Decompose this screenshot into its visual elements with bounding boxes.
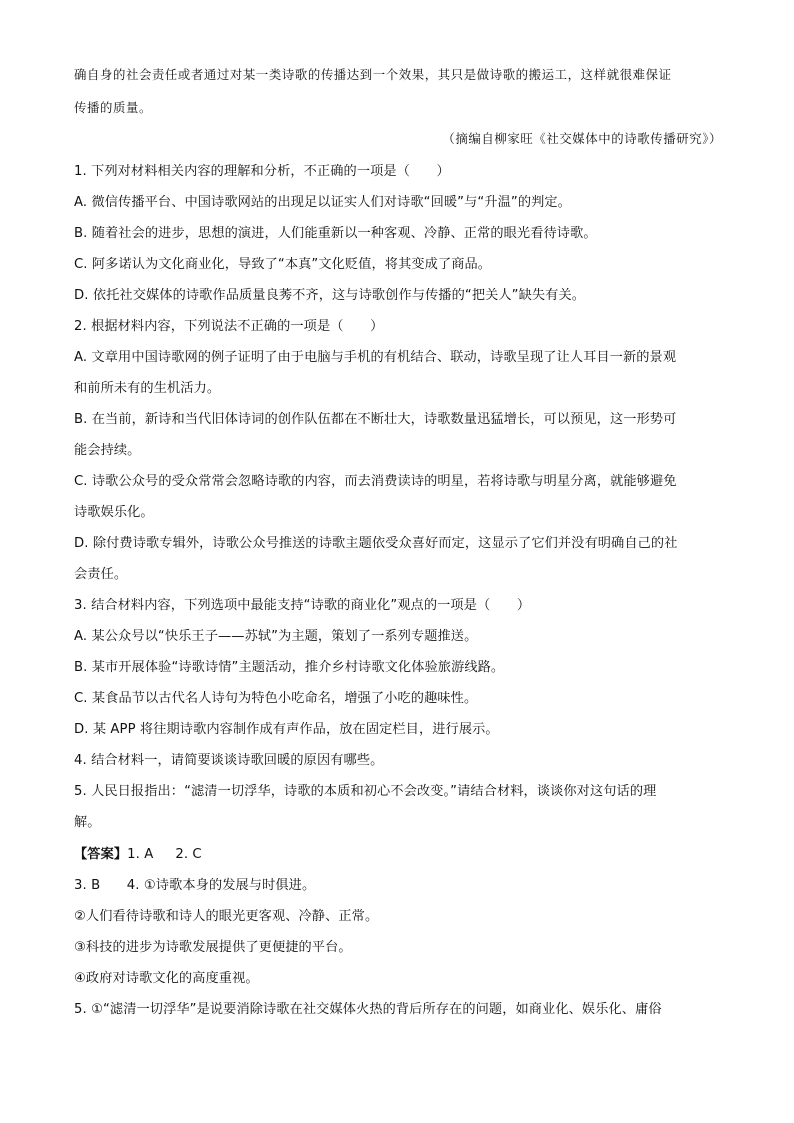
q1-option-d: D. 依托社交媒体的诗歌作品质量良莠不齐，这与诗歌创作与传播的“把关人”缺失有关。: [74, 288, 586, 303]
q2-option-d-2: 会责任。: [74, 567, 128, 582]
q1-stem: 1. 下列对材料相关内容的理解和分析，不正确的一项是（ ）: [74, 164, 450, 179]
q2-option-c-2: 诗歌娱乐化。: [74, 505, 154, 520]
q4-stem: 4. 结合材料一，请简要谈谈诗歌回暖的原因有哪些。: [74, 753, 384, 768]
q3-option-a: A. 某公众号以“快乐王子——苏轼”为主题，策划了一系列专题推送。: [74, 629, 478, 644]
source-citation: （摘编自柳家旺《社交媒体中的诗歌传播研究》）: [442, 131, 722, 146]
q3-option-b: B. 某市开展体验“诗歌诗情”主题活动，推介乡村诗歌文化体验旅游线路。: [74, 660, 505, 675]
answer-line-4-4: ④政府对诗歌文化的高度重视。: [74, 971, 259, 986]
answer-line-5-1: 5. ①“滤清一切浮华”是说要消除诗歌在社交媒体火热的背后所存在的问题，如商业化、娱乐化、庸俗: [74, 1002, 662, 1017]
q2-option-c-1: C. 诗歌公众号的受众常常会忽略诗歌的内容，而去消费读诗的明星，若将诗歌与明星分离，就能够避免: [74, 474, 677, 489]
q2-option-a-2: 和前所未有的生机活力。: [74, 381, 221, 396]
q3-stem: 3. 结合材料内容，下列选项中最能支持“诗歌的商业化”观点的一项是（ ）: [74, 598, 531, 613]
q3-option-c: C. 某食品节以古代名人诗句为特色小吃命名，增强了小吃的趣味性。: [74, 691, 478, 706]
q1-option-b: B. 随着社会的进步，思想的演进，人们能重新以一种客观、冷静、正常的眼光看待诗歌。: [74, 226, 597, 241]
answer-2: 2. C: [175, 847, 202, 862]
q2-option-d-1: D. 除付费诗歌专辑外，诗歌公众号推送的诗歌主题依受众喜好而定，这显示了它们并没有明确自己的社: [74, 536, 678, 551]
q1-option-c: C. 阿多诺认为文化商业化，导致了“本真”文化贬值，将其变成了商品。: [74, 257, 492, 272]
q2-stem: 2. 根据材料内容，下列说法不正确的一项是（ ）: [74, 319, 384, 334]
answer-line-4-2: ②人们看待诗歌和诗人的眼光更客观、冷静、正常。: [74, 909, 379, 924]
answer-line-1-2: [74, 846, 722, 864]
answer-tag: 【答案】: [74, 847, 128, 862]
q2-option-b-1: B. 在当前，新诗和当代旧体诗词的创作队伍都在不断壮大，诗歌数量迅猛增长，可以预见，这一形势可: [74, 412, 677, 427]
q2-option-b-2: 能会持续。: [74, 443, 141, 458]
q2-option-a-1: A. 文章用中国诗歌网的例子证明了由于电脑与手机的有机结合、联动，诗歌呈现了让人耳目一新的景观: [74, 350, 677, 365]
passage-line-2: 传播的质量。: [74, 100, 152, 115]
answer-1: 1. A: [127, 847, 154, 862]
answer-line-4-3: ③科技的进步为诗歌发展提供了更便捷的平台。: [74, 940, 352, 955]
q3-option-d: D. 某 APP 将往期诗歌内容制作成有声作品，放在固定栏目，进行展示。: [74, 722, 499, 737]
q1-option-a: A. 微信传播平台、中国诗歌网站的出现足以证实人们对诗歌“回暖”与“升温”的判定。: [74, 195, 571, 210]
q5-stem-2: 解。: [74, 815, 101, 830]
q5-stem-1: 5. 人民日报指出：“滤清一切浮华，诗歌的本质和初心不会改变。”请结合材料，谈谈你对这句话的理: [74, 784, 657, 799]
answer-line-3-4: 3. B 4. ①诗歌本身的发展与时俱进。: [74, 878, 316, 893]
passage-line-1: 确自身的社会责任或者通过对某一类诗歌的传播达到一个效果，其只是做诗歌的搬运工，这样就很难保证: [74, 67, 672, 82]
